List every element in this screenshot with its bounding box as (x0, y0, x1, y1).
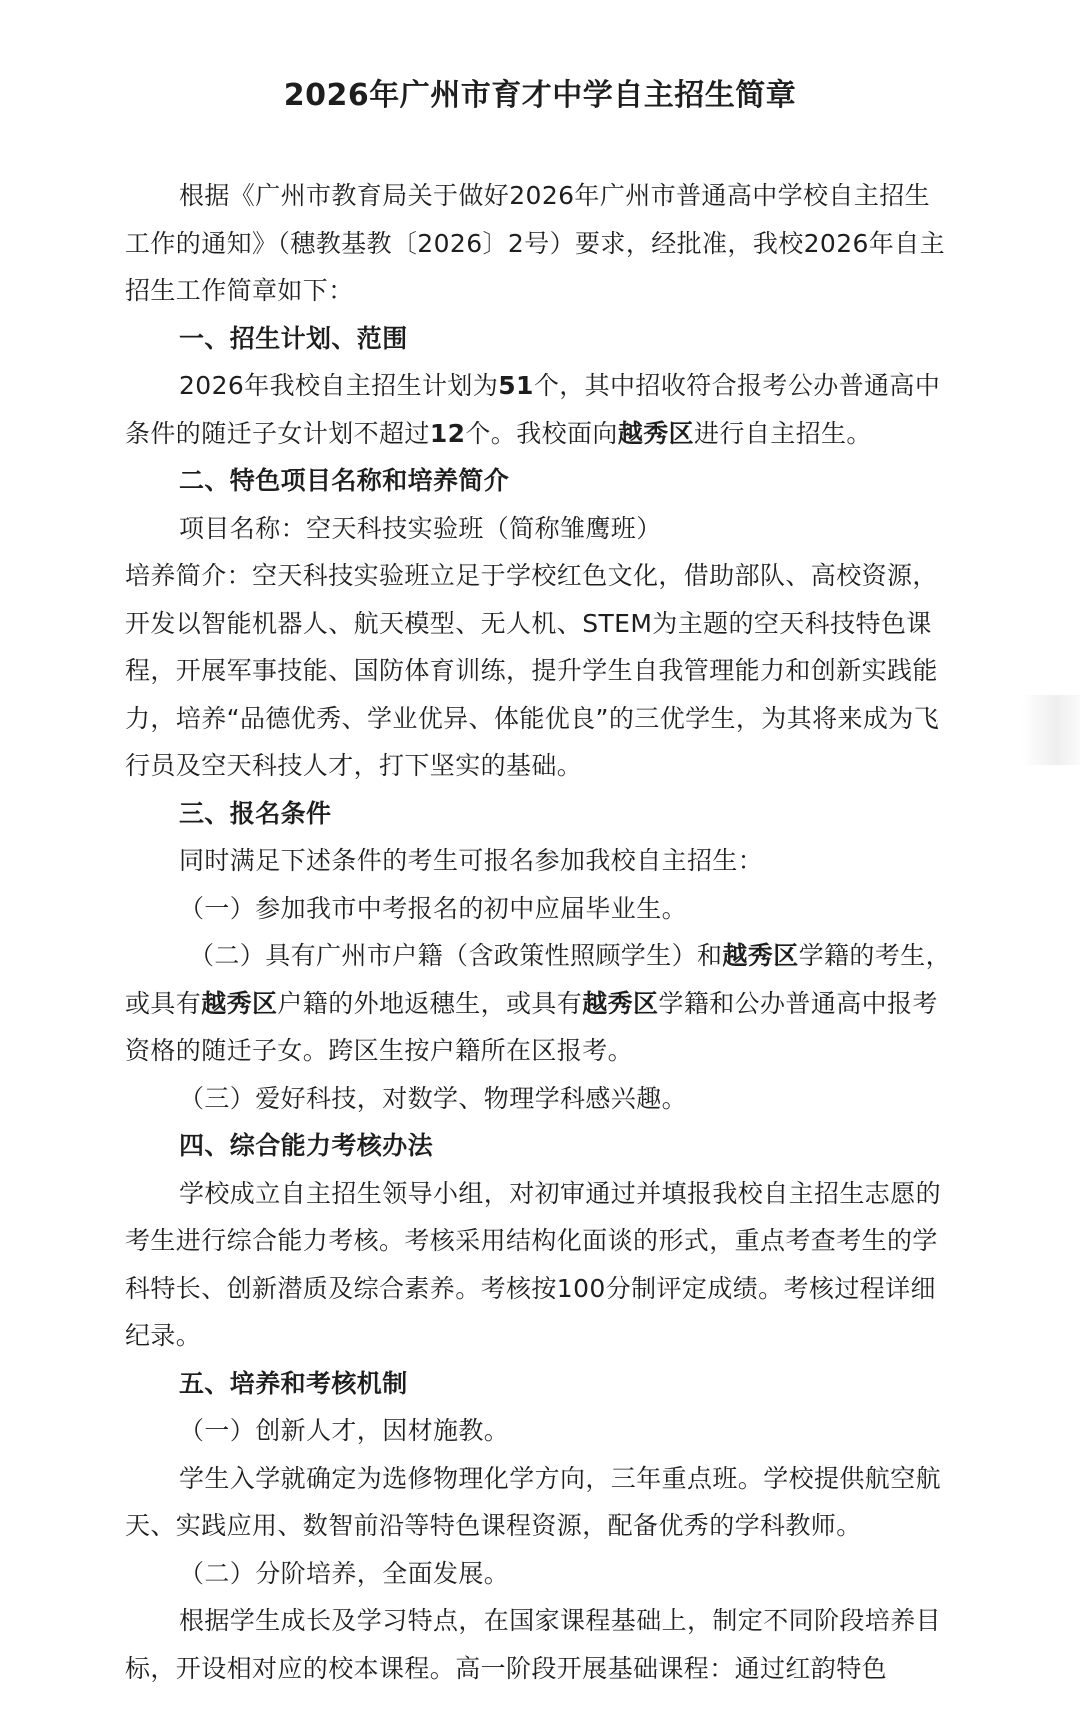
district-name: 越秀区 (617, 418, 695, 448)
section-5-heading: 五、培养和考核机制 (179, 1368, 408, 1398)
mechanism-sub-1-paragraph: 学生入学就确定为选修物理化学方向，三年重点班。学校提供航空航天、实践应用、数智前沿等特色课程资源，配备优秀的学科教师。 (125, 1463, 942, 1540)
section-1-text-c: 个。我校面向 (465, 418, 618, 448)
section-1-heading: 一、招生计划、范围 (179, 323, 408, 353)
section-3-heading: 三、报名条件 (179, 798, 332, 828)
section-1-paragraph (125, 362, 955, 457)
eligibility-item-2-text-d: 学籍和公办普通高中报考资格的随迁子女。跨区生按户籍所在区报考。 (125, 988, 938, 1065)
scan-edge-mark (1022, 695, 1080, 765)
assessment-paragraph: 学校成立自主招生领导小组，对初审通过并填报我校自主招生志愿的考生进行综合能力考核。考核采用结构化面谈的形式，重点考查考生的学科特长、创新潜质及综合素养。考核按100分制评定成绩。考核过程详细纪录。 (125, 1178, 942, 1350)
project-name-line: 项目名称：空天科技实验班（简称雏鹰班） (179, 513, 662, 543)
eligibility-item-2-text-b: 学籍的考生，或具有 (125, 941, 952, 1018)
section-2-heading: 二、特色项目名称和培养简介 (179, 466, 510, 495)
eligibility-district-2: 越秀区 (201, 988, 278, 1018)
document-title: 2026年广州市育才中学自主招生简章 (283, 78, 797, 113)
eligibility-district-3: 越秀区 (582, 988, 659, 1018)
plan-total-value: 51 (498, 371, 534, 400)
eligibility-item-2-text-a: （二）具有广州市户籍（含政策性照顾学生）和 (189, 941, 723, 970)
intro-paragraph: 根据《广州市教育局关于做好2026年广州市普通高中学校自主招生工作的通知》（穗教基教〔2026〕2号）要求，经批准，我校2026年自主招生工作简章如下： (125, 181, 946, 305)
eligibility-item-2 (125, 932, 955, 1075)
section-4-heading: 四、综合能力考核办法 (179, 1131, 434, 1160)
eligibility-item-3: （三）爱好科技，对数学、物理学科感兴趣。 (179, 1083, 688, 1113)
eligibility-item-2-text-c: 户籍的外地返穗生，或具有 (277, 988, 583, 1018)
eligibility-item-1: （一）参加我市中考报名的初中应届毕业生。 (179, 893, 688, 923)
section-1-text-a: 2026年我校自主招生计划为 (179, 371, 499, 400)
section-1-text-d: 进行自主招生。 (694, 418, 872, 448)
training-intro-paragraph: 培养简介：空天科技实验班立足于学校红色文化，借助部队、高校资源，开发以智能机器人、航天模型、无人机、STEM为主题的空天科技特色课程，开展军事技能、国防体育训练，提升学生自我管理能力和创新实践能力，培养“品德优秀、学业优异、体能优良”的三优学生，为其将来成为飞行员及空天科技人才，打下坚实的基础。 (125, 561, 940, 780)
mechanism-sub-2-paragraph: 根据学生成长及学习特点，在国家课程基础上，制定不同阶段培养目标，开设相对应的校本课程。高一阶段开展基础课程：通过红韵特色 (125, 1606, 942, 1683)
eligibility-lead: 同时满足下述条件的考生可报名参加我校自主招生： (179, 846, 764, 875)
mechanism-sub-2-heading: （二）分阶培养，全面发展。 (179, 1558, 510, 1588)
document-body (125, 172, 955, 1692)
mechanism-sub-1-heading: （一）创新人才，因材施教。 (179, 1416, 510, 1445)
eligibility-district-1: 越秀区 (722, 941, 799, 970)
section-1-text-b: 个，其中招收符合报考公办普通高中条件的随迁子女计划不超过 (125, 371, 941, 448)
plan-migrant-value: 12 (429, 418, 466, 448)
